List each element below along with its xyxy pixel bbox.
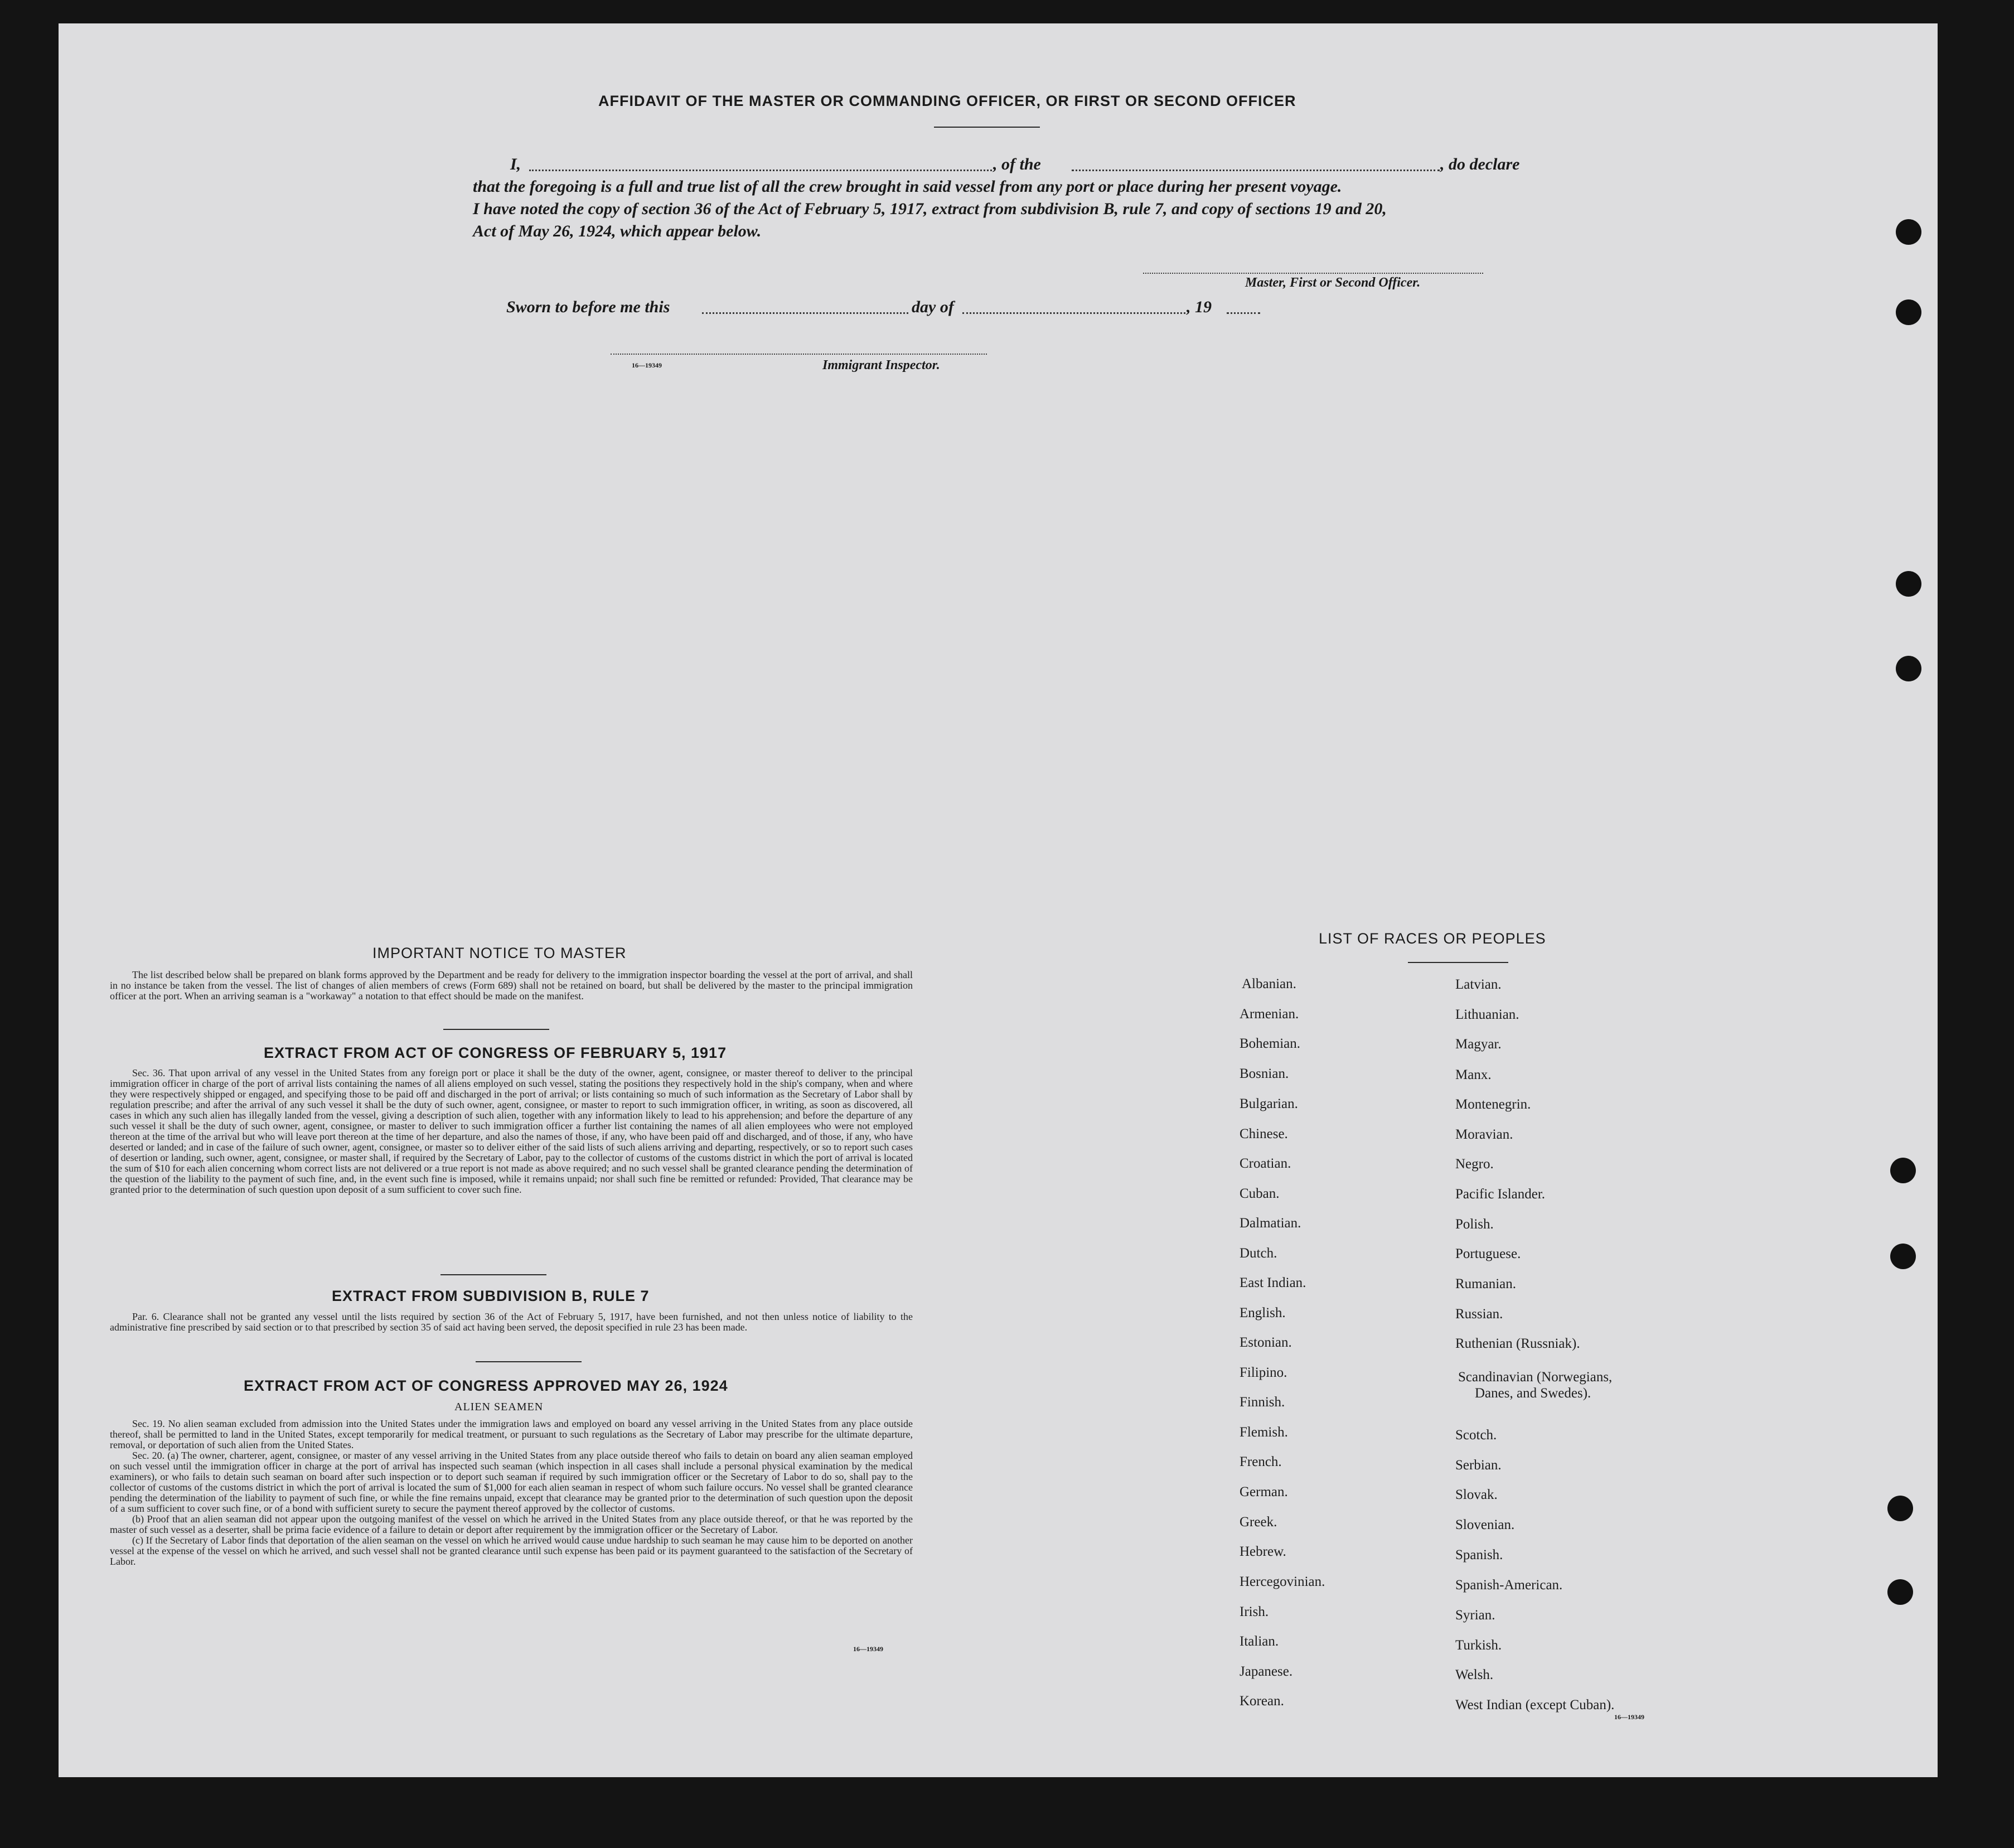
race-right-item: Polish. <box>1455 1217 1494 1232</box>
rule-7-title: EXTRACT FROM SUBDIVISION B, RULE 7 <box>332 1288 650 1304</box>
race-left-item: Italian. <box>1240 1634 1279 1649</box>
race-right-item: Spanish. <box>1455 1547 1503 1562</box>
race-left-item: Bulgarian. <box>1240 1096 1298 1111</box>
race-right-item: Scotch. <box>1455 1428 1497 1443</box>
extract-1917-title: EXTRACT FROM ACT OF CONGRESS OF FEBRUARY 5, 1917 <box>264 1044 727 1061</box>
race-left-item: Hebrew. <box>1240 1544 1286 1559</box>
affidavit-title: AFFIDAVIT OF THE MASTER OR COMMANDING OFFICER, OR FIRST OR SECOND OFFICER <box>598 93 1296 109</box>
extract-form-number: 16—19349 <box>853 1645 883 1653</box>
affidavit-line-3: I have noted the copy of section 36 of the Act of February 5, 1917, extract from subdivision B, rule 7, and copy of sections 19 and 20, <box>473 200 1387 218</box>
race-left-item: Japanese. <box>1240 1664 1293 1679</box>
race-left-item: Bohemian. <box>1240 1036 1301 1051</box>
race-right-item: Scandinavian (Norwegians, <box>1458 1370 1613 1385</box>
notice-title: IMPORTANT NOTICE TO MASTER <box>372 945 627 961</box>
section-19: Sec. 19. No alien seaman excluded from admission into the United States under the immigration laws and employed on board any vessel arriving in the United States from any place outside thereof, shall be permitted to land in the United States, except temporarily for medical treatment, or pursuant to such regulations as the Secretary of Labor may prescribe for the ultimate departure, removal, or deportation of such alien from the United States. <box>110 1418 913 1450</box>
race-left-item: Estonian. <box>1240 1335 1292 1350</box>
race-right-item: Lithuanian. <box>1455 1007 1519 1022</box>
sworn-day-field[interactable] <box>702 312 908 314</box>
race-right-item: Manx. <box>1455 1067 1492 1082</box>
punch-hole-6 <box>1890 1244 1916 1269</box>
punch-hole-7 <box>1887 1496 1913 1521</box>
sworn-month-field[interactable] <box>962 312 1185 314</box>
race-right-item: Turkish. <box>1455 1638 1502 1653</box>
extract-1917-text: Sec. 36. That upon arrival of any vessel in the United States from any foreign port or place it shall be the duty of the owner, agent, consignee, or master thereof to deliver to the principal immigration officer in charge of the port of arrival lists containing the names of all aliens employed on such vessel, stating the positions they respectively hold in the ship's company, when and where they were respectively shipped or engaged, and specifying those to be paid off and discharged in the port of arrival; or lists containing so much of such information as the Secretary of Labor shall by regulation prescribe; and after the arrival of any such vessel it shall be the duty of such owner, agent, consignee, or master to report to such immigration officer, in writing, as soon as discovered, all cases in which any such alien has illegally landed from the vessel, giving a description of such alien, together with any information likely to lead to his apprehension; and before the departure of any such vessel it shall be the duty of such owner, agent, consignee, or master to deliver to such immigration officer a further list containing the names of all alien employees who were not employed thereon at the time of the arrival but who will leave port thereon at the time of her departure, and also the names of those, if any, who have been paid off and discharged, and of those, if any, who have deserted or landed; and in case of the failure of such owner, agent, consignee, or master so to deliver either of the said lists of such aliens arriving and departing, respectively, or so to report such cases of desertion or landing, such owner, agent, consignee, or master shall, if required by the Secretary of Labor, pay to the collector of customs of the customs district in which the port of arrival is located the sum of $10 for each alien concerning whom correct lists are not delivered or a true report is not made as above required; and no such vessel shall be granted clearance pending the determination of the question of the liability to the payment of such fine, and, in the event such fine is imposed, while it remains unpaid; nor shall such fine be remitted or refunded: Provided, That clearance may be granted prior to the determination of such question upon deposit of a sum sufficient to cover such fine. <box>110 1067 913 1195</box>
race-left-item: Greek. <box>1240 1515 1277 1530</box>
race-right-item: Russian. <box>1455 1307 1503 1322</box>
race-left-item: Bosnian. <box>1240 1066 1289 1081</box>
section-20b: (b) Proof that an alien seaman did not appear upon the outgoing manifest of the vessel on which he arrived in the United States from any place outside thereof, or that he was reported by the master of such vessel as a deserter, shall be prima facie evidence of a failure to detain or deport after requirement by the immigration officer or the Secretary of Labor. <box>110 1513 913 1535</box>
race-left-item: Albanian. <box>1242 976 1296 991</box>
race-right-item: Montenegrin. <box>1455 1097 1531 1112</box>
declarant-name-field[interactable] <box>529 170 992 171</box>
race-right-item: Negro. <box>1455 1157 1494 1172</box>
races-rule <box>1408 962 1508 963</box>
vessel-name-field[interactable] <box>1072 170 1440 171</box>
race-right-item: Serbian. <box>1455 1458 1502 1473</box>
sworn-year-field[interactable] <box>1227 312 1260 314</box>
extract-1924-text <box>110 1419 913 1567</box>
races-form-number: 16—19349 <box>1614 1713 1644 1721</box>
punch-hole-1 <box>1896 219 1921 245</box>
race-right-item: Spanish-American. <box>1455 1578 1563 1593</box>
affidavit-line-2: that the foregoing is a full and true list of all the crew brought in said vessel from any port or place during her present voyage. <box>473 177 1342 196</box>
race-right-item: Danes, and Swedes). <box>1475 1386 1591 1401</box>
notice-rule <box>443 1029 549 1030</box>
race-left-item: German. <box>1240 1484 1288 1499</box>
race-right-item: Portuguese. <box>1455 1246 1521 1261</box>
punch-hole-4 <box>1896 656 1921 681</box>
extract-1924-subtitle: ALIEN SEAMEN <box>454 1401 544 1413</box>
affidavit-form-number: 16—19349 <box>632 361 662 369</box>
race-left-item: Korean. <box>1240 1694 1284 1709</box>
race-left-item: Dutch. <box>1240 1246 1277 1261</box>
race-left-item: Chinese. <box>1240 1126 1288 1141</box>
race-left-item: Armenian. <box>1240 1007 1299 1022</box>
inspector-signature-field[interactable] <box>611 354 987 355</box>
race-left-item: East Indian. <box>1240 1275 1306 1290</box>
race-left-item: Croatian. <box>1240 1156 1291 1171</box>
punch-hole-8 <box>1887 1579 1913 1605</box>
race-right-item: Rumanian. <box>1455 1276 1517 1291</box>
races-title: LIST OF RACES OR PEOPLES <box>1319 930 1546 947</box>
race-left-item: French. <box>1240 1454 1282 1469</box>
race-left-item: Finnish. <box>1240 1395 1285 1410</box>
document-page: AFFIDAVIT OF THE MASTER OR COMMANDING OFFICER, OR FIRST OR SECOND OFFICER I, , of the , do declare that the foregoing is a full and true list of all the crew brought in said vessel from any port or place during her present voyage. I have noted the copy of section 36 of the Act of February 5, 1917, extract from subdivision B, rule 7, and copy of sections 19 and 20, Act of May 26, 1924, which appear below. Master, First or Second Officer. Sworn to before me this day of , 19 16—19349 Immigrant Inspector. IMPORTANT NOTICE TO MASTER The list described below shall be prepared on blank forms approved by the Department and be ready for delivery to the immigration inspector boarding the vessel at the port of arrival, and shall in no instance be taken from the vessel. The list of changes of alien members of crews (Form 689) shall not be retained on board, but shall be delivered by the master to the principal immigration officer at the port. When an arriving seaman is a "workaway" a notation to that effect should be made on the manifest. EXTRACT FROM ACT OF CONGRESS OF FEBRUARY 5, 1917 Sec. 36. That upon arrival of any vessel in the United States from any foreign port or place it shall be the duty of the owner, agent, consignee, or master thereof to deliver to the principal immigration officer in charge of the port of arrival lists containing the names of all aliens employed on such vessel, stating the positions they respectively hold in the ship's company, when and where they were respectively shipped or engaged, and specifying those to be paid off and discharged in the port of arrival; or lists containing so much of such information as the Secretary of Labor shall by regulation prescribe; and after the arrival of any such vessel it shall be the duty of such owner, agent, consignee, or master to report to such immigration officer, in writing, as soon as discovered, all cases in which any such alien has illegally landed from the vessel, giving a description of such alien, together with any information likely to lead to his apprehension; and before the departure of any such vessel it shall be the duty of such owner, agent, consignee, or master to deliver to such immigration officer a further list containing the names of all alien employees who were not employed thereon at the time of the arrival but who will leave port thereon at the time of her departure, and also the names of those, if any, who have been paid off and discharged, and of those, if any, who have deserted or landed; and in case of the failure of such owner, agent, consignee, or master so to deliver either of the said lists of such aliens arriving and departing, respectively, or so to report such cases of desertion or landing, such owner, agent, consignee, or master shall, if required by the Secretary of Labor, pay to the collector of customs of the customs district in which the port of arrival is located the sum of $10 for each alien concerning whom correct lists are not delivered or a true report is not made as above required; and no such vessel shall be granted clearance pending the determination of the question of the liability to the payment of such fine, and, in the event such fine is imposed, while it remains unpaid; nor shall such fine be remitted or refunded: Provided, That clearance may be granted prior to the determination of such question upon deposit of a sum sufficient to cover such fine. EXTRACT FROM SUBDIVISION B, RULE 7 Par. 6. Clearance shall not be granted any vessel until the lists required by section 36 of the Act of February 5, 1917, have been furnished, and not then unless notice of liability to the administrative fine prescribed by said section or to that prescribed by section 35 of said act having been served, the deposit specified in rule 23 has been made. EXTRACT FROM ACT OF CONGRESS APPROVED MAY 26, 1924 ALIEN SEAMEN Sec. 19. No alien seaman excluded from admission into the United States under the immigration laws and employed on board any vessel arriving in the United States from any place outside thereof, shall be permitted to land in the United States, except temporarily for medical treatment, or pursuant to such regulations as the Secretary of Labor may prescribe for the ultimate departure, removal, or deportation of such alien from the United States. Sec. 20. (a) The owner, charterer, agent, consignee, or master of any vessel arriving in the United States from any place outside thereof who fails to detain on board any alien seaman employed on such vessel until the immigration officer in charge at the port of arrival has inspected such seaman (which inspection in all cases shall include a personal physical examination by the medical examiners), or who fails to detain such seaman on board after such inspection or to deport such seaman if required by such immigration officer or the Secretary of Labor to do so, shall pay to the collector of customs of the customs district in which the port of arrival is located the sum of $1,000 for each alien seaman in respect of whom such failure occurs. No vessel shall be granted clearance pending the determination of the liability to payment of such fine, or while the fine remains unpaid, except that clearance may be granted prior to the determination of such question upon the deposit of a sum sufficient to cover such fine, or of a bond with sufficient surety to secure the payment thereof approved by the collector of customs. (b) Proof that an alien seaman did not appear upon the outgoing manifest of the vessel on which he arrived in the United States from any place outside thereof, or that he was reported by the master of such vessel as a deserter, shall be prima facie evidence of a failure to detain or deport after requirement by the immigration officer or the Secretary of Labor. (c) If the Secretary of Labor finds that deportation of the alien seaman on the vessel on which he arrived would cause undue hardship to such seaman he may cause him to be deported on another vessel at the expense of the vessel on which he arrived, and such vessel shall not be granted clearance until such expense has been paid or its payment guaranteed to the satisfaction of the Secretary of Labor. 16—19349 LIST OF RACES OR PEOPLES Albanian. Armenian. Bohemian. Bosnian. Bulgarian. Chinese. Croatian. Cuban. Dalmatian. Dutch. East Indian. English. Estonian. Filipino. Finnish. Flemish. French. German. Greek. Hebrew. Hercegovinian. Irish. Italian. Japanese. Korean. Latvian. Lithuanian. Magyar. Manx. Montenegrin. Moravian. Negro. Pacific Islander. Polish. Portuguese. Rumanian. Russian. Ruthenian (Russniak). Scandinavian (Norwegians, Danes, and Swedes). Scotch. Serbian. Slovak. Slovenian. Spanish. Spanish-American. Syrian. Turkish. Welsh. West Indian (except Cuban). 16—19349 <box>59 23 1938 1777</box>
extract-1924-title: EXTRACT FROM ACT OF CONGRESS APPROVED MAY 26, 1924 <box>244 1377 728 1394</box>
race-left-item: Hercegovinian. <box>1240 1574 1325 1589</box>
punch-hole-3 <box>1896 571 1921 597</box>
race-left-item: Cuban. <box>1240 1186 1280 1201</box>
master-signature-field[interactable] <box>1143 273 1483 274</box>
race-right-item: Pacific Islander. <box>1455 1187 1546 1202</box>
race-left-item: Dalmatian. <box>1240 1216 1301 1231</box>
race-left-item: Flemish. <box>1240 1425 1288 1440</box>
rule-7-text: Par. 6. Clearance shall not be granted any vessel until the lists required by section 36 of the Act of February 5, 1917, have been furnished, and not then unless notice of liability to the administrative fine prescribed by said section or to that prescribed by section 35 of said act having been served, the deposit specified in rule 23 has been made. <box>110 1311 913 1333</box>
race-right-item: Syrian. <box>1455 1608 1495 1623</box>
race-right-item: Moravian. <box>1455 1127 1513 1142</box>
master-signature-caption: Master, First or Second Officer. <box>1245 275 1421 290</box>
inspector-caption: Immigrant Inspector. <box>822 358 940 372</box>
race-right-item: West Indian (except Cuban). <box>1455 1697 1615 1712</box>
race-right-item: Ruthenian (Russniak). <box>1455 1336 1580 1351</box>
rule-7-rule <box>476 1361 582 1362</box>
notice-text: The list described below shall be prepared on blank forms approved by the Department and be ready for delivery to the immigration inspector boarding the vessel at the port of arrival, and shall in no instance be taken from the vessel. The list of changes of alien members of crews (Form 689) shall not be retained on board, but shall be delivered by the master to the principal immigration officer at the port. When an arriving seaman is a "workaway" a notation to that effect should be made on the manifest. <box>110 969 913 1002</box>
race-right-item: Latvian. <box>1455 977 1502 992</box>
punch-hole-5 <box>1890 1158 1916 1183</box>
race-right-item: Magyar. <box>1455 1037 1502 1052</box>
race-left-item: English. <box>1240 1305 1286 1320</box>
affidavit-title-rule <box>934 127 1040 128</box>
extract-1917-rule <box>440 1274 546 1275</box>
section-20c: (c) If the Secretary of Labor finds that deportation of the alien seaman on the vessel on which he arrived would cause undue hardship to such seaman he may cause him to be deported on another vessel at the expense of the vessel on which he arrived, and such vessel shall not be granted clearance until such expense has been paid or its payment guaranteed to the satisfaction of the Secretary of Labor. <box>110 1535 913 1567</box>
affidavit-line-4: Act of May 26, 1924, which appear below. <box>473 222 762 240</box>
section-20a: Sec. 20. (a) The owner, charterer, agent, consignee, or master of any vessel arriving in the United States from any place outside thereof who fails to detain on board any alien seaman employed on such vessel until the immigration officer in charge at the port of arrival has inspected such seaman (which inspection in all cases shall include a personal physical examination by the medical examiners), or who fails to detain such seaman on board after such inspection or to deport such seaman if required by such immigration officer or the Secretary of Labor to do so, shall pay to the collector of customs of the customs district in which the port of arrival is located the sum of $1,000 for each alien seaman in respect of whom such failure occurs. No vessel shall be granted clearance pending the determination of the liability to payment of such fine, or while the fine remains unpaid, except that clearance may be granted prior to the determination of such question upon the deposit of a sum sufficient to cover such fine, or of a bond with sufficient surety to secure the payment thereof approved by the collector of customs. <box>110 1450 913 1514</box>
punch-hole-2 <box>1896 299 1921 325</box>
race-right-item: Welsh. <box>1455 1667 1494 1682</box>
race-left-item: Filipino. <box>1240 1365 1287 1380</box>
race-right-item: Slovak. <box>1455 1487 1498 1502</box>
race-left-item: Irish. <box>1240 1604 1269 1619</box>
race-right-item: Slovenian. <box>1455 1517 1515 1532</box>
